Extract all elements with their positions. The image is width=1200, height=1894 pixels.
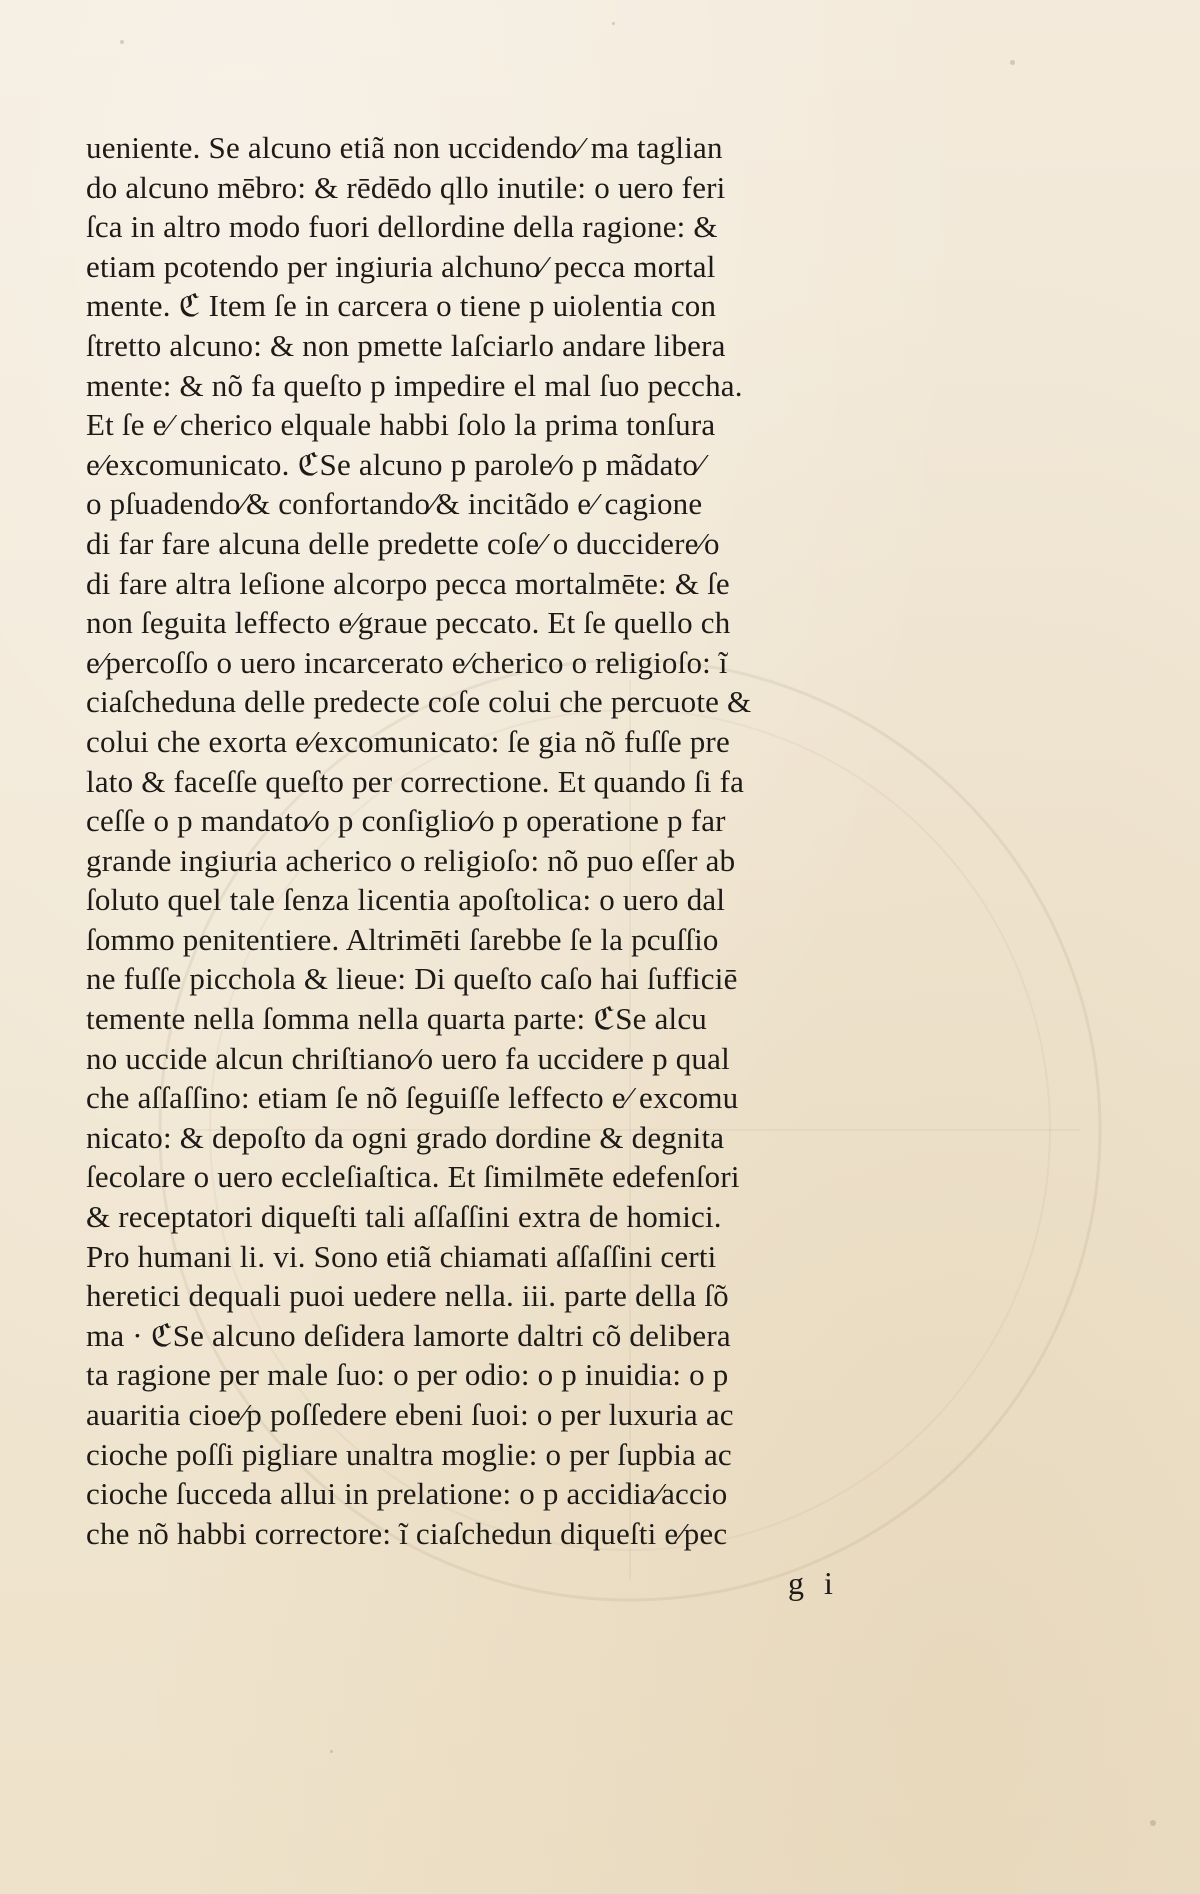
text-line: temente nella ſomma nella quarta parte: ℭSe alcu [86, 1001, 708, 1037]
text-line: do alcuno mēbro: & rēdēdo qllo inutile: o uero feri [86, 169, 726, 205]
text-line: ſoluto quel tale ſenza licentia apoſtolica: o uero dal [86, 882, 726, 918]
text-line: ma · ℭSe alcuno deſidera lamorte daltri cõ delibera [86, 1317, 731, 1353]
text-line: e⁄percoſſo o uero incarcerato e⁄cherico o religioſo: ĩ [86, 644, 728, 680]
text-line: Et ſe e⁄ cherico elquale habbi ſolo la prima tonſura [86, 407, 716, 443]
signature-mark: g i [788, 1565, 839, 1601]
body-text [86, 128, 1006, 1553]
text-line: che nõ habbi correctore: ĩ ciaſchedun diqueſti e⁄pec [86, 1515, 728, 1551]
text-line: grande ingiuria acherico o religioſo: nõ puo eſſer ab [86, 842, 736, 878]
text-line: heretici dequali puoi uedere nella. iii. parte della ſõ [86, 1278, 729, 1314]
text-line: ta ragione per male ſuo: o per odio: o p inuidia: o p [86, 1357, 729, 1393]
text-line: di far fare alcuna delle predette coſe⁄ o duccidere⁄o [86, 525, 720, 561]
text-line: cioche ſucceda allui in prelatione: o p accidia⁄accio [86, 1476, 728, 1512]
paper-speck [612, 22, 615, 25]
text-line: ſecolare o uero eccleſiaſtica. Et ſimilmēte edefenſori [86, 1159, 740, 1195]
text-line: & receptatori diqueſti tali aſſaſſini extra de homici. [86, 1199, 722, 1235]
text-line: non ſeguita leffecto e⁄graue peccato. Et ſe quello ch [86, 605, 731, 641]
text-line: ceſſe o p mandato⁄o p conſiglio⁄o p operatione p far [86, 803, 726, 839]
text-line: ſtretto alcuno: & non pmette laſciarlo andare libera [86, 327, 726, 363]
text-line: ſommo penitentiere. Altrimēti ſarebbe ſe la pcuſſio [86, 921, 719, 957]
text-line: auaritia cioe⁄p poſſedere ebeni ſuoi: o per luxuria ac [86, 1397, 734, 1432]
text-line: mente. ℭ Item ſe in carcera o tiene p uiolentia con [86, 288, 717, 324]
text-line: colui che exorta e⁄excomunicato: ſe gia nõ fuſſe pre [86, 723, 730, 759]
text-line: di fare altra leſione alcorpo pecca mortalmēte: & ſe [86, 565, 730, 601]
text-line: ſca in altro modo fuori dellordine della ragione: & [86, 209, 718, 245]
paper-speck [120, 40, 124, 44]
paper-speck [1010, 60, 1015, 65]
text-line: o pſuadendo⁄& confortando⁄& incitãdo e⁄ cagione [86, 486, 703, 522]
text-line: ciaſcheduna delle predecte coſe colui che percuote & [86, 684, 752, 720]
text-line: mente: & nõ fa queſto p impedire el mal ſuo peccha. [86, 367, 743, 403]
text-line: che aſſaſſino: etiam ſe nõ ſeguiſſe leffecto e⁄ excomu [86, 1080, 739, 1116]
text-line: no uccide alcun chriſtiano⁄o uero fa uccidere p qual [86, 1040, 730, 1076]
text-line: ueniente. Se alcuno etiã non uccidendo⁄ ma taglian [86, 130, 723, 165]
text-line: nicato: & depoſto da ogni grado dordine & degnita [86, 1119, 725, 1155]
text-line: ne fuſſe picchola & lieue: Di queſto caſo hai ſufficiē [86, 961, 738, 997]
text-line: etiam pcotendo per ingiuria alchuno⁄ pecca mortal [86, 248, 716, 284]
paper-speck [330, 1750, 333, 1753]
text-line: cioche poſſi pigliare unaltra moglie: o per ſupbia ac [86, 1436, 732, 1472]
text-line: lato & faceſſe queſto per correctione. Et quando ſi fa [86, 763, 745, 799]
paper-speck [1150, 1820, 1156, 1826]
text-line: Pro humani li. vi. Sono etiã chiamati aſſaſſini certi [86, 1238, 717, 1274]
text-line: e⁄excomunicato. ℭSe alcuno p parole⁄o p mãdato⁄ [86, 446, 704, 482]
